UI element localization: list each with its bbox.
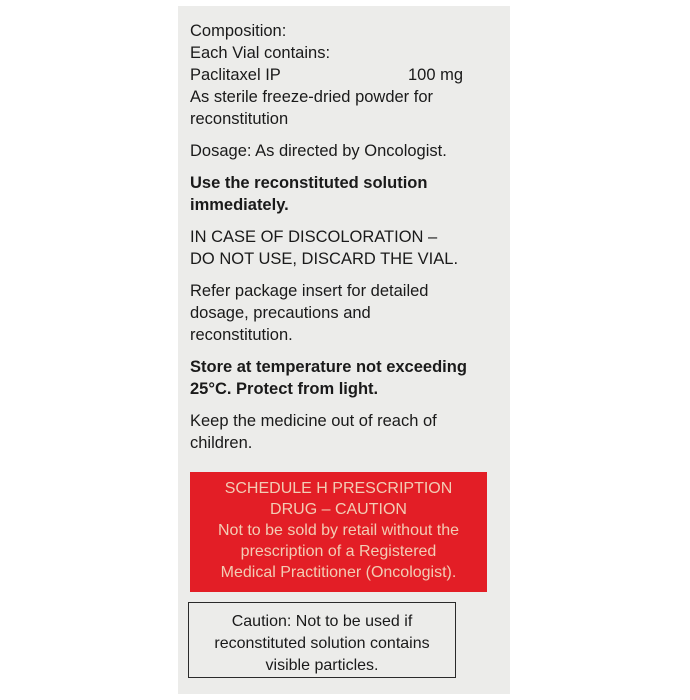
schedule-line3: Not to be sold by retail without the <box>217 522 460 539</box>
form-text-line2: reconstitution <box>190 110 289 128</box>
label-panel <box>178 6 510 694</box>
label-content <box>190 20 502 454</box>
refer-line3: reconstitution. <box>190 326 293 344</box>
use-immediately-line2: immediately. <box>190 196 289 214</box>
schedule-line4: prescription of a Registered <box>240 543 437 560</box>
schedule-h-warning-box <box>190 472 487 592</box>
dosage-text: Dosage: As directed by Oncologist. <box>190 142 447 160</box>
storage-section <box>190 356 502 400</box>
caution-line1: Caution: Not to be used if <box>231 613 413 630</box>
caution-line3: visible particles. <box>265 657 379 674</box>
discoloration-section <box>190 226 502 270</box>
dosage-section <box>190 140 502 162</box>
refer-section <box>190 280 502 346</box>
storage-line2: 25°C. Protect from light. <box>190 380 379 398</box>
keep-away-section <box>190 410 502 454</box>
keep-away-line2: children. <box>190 434 253 452</box>
storage-line1: Store at temperature not exceeding <box>190 358 467 376</box>
ingredient-dose: 100 mg <box>408 66 464 84</box>
refer-line2: dosage, precautions and <box>190 304 371 322</box>
caution-box <box>188 602 456 678</box>
keep-away-line1: Keep the medicine out of reach of <box>190 412 437 430</box>
each-vial-text: Each Vial contains: <box>190 44 331 62</box>
composition-section <box>190 20 502 130</box>
discoloration-line2: DO NOT USE, DISCARD THE VIAL. <box>190 250 459 268</box>
ingredient-row <box>190 64 502 86</box>
discoloration-line1: IN CASE OF DISCOLORATION – <box>190 228 438 246</box>
schedule-line5: Medical Practitioner (Oncologist). <box>220 564 457 581</box>
schedule-line1: SCHEDULE H PRESCRIPTION <box>224 480 453 497</box>
refer-line1: Refer package insert for detailed <box>190 282 429 300</box>
form-text-line1: As sterile freeze-dried powder for <box>190 88 434 106</box>
caution-line2: reconstituted solution contains <box>214 635 430 652</box>
composition-title: Composition: <box>190 22 287 40</box>
use-immediately-section <box>190 172 502 216</box>
ingredient-name: Paclitaxel IP <box>190 66 281 84</box>
use-immediately-line1: Use the reconstituted solution <box>190 174 428 192</box>
schedule-line2: DRUG – CAUTION <box>270 501 407 518</box>
